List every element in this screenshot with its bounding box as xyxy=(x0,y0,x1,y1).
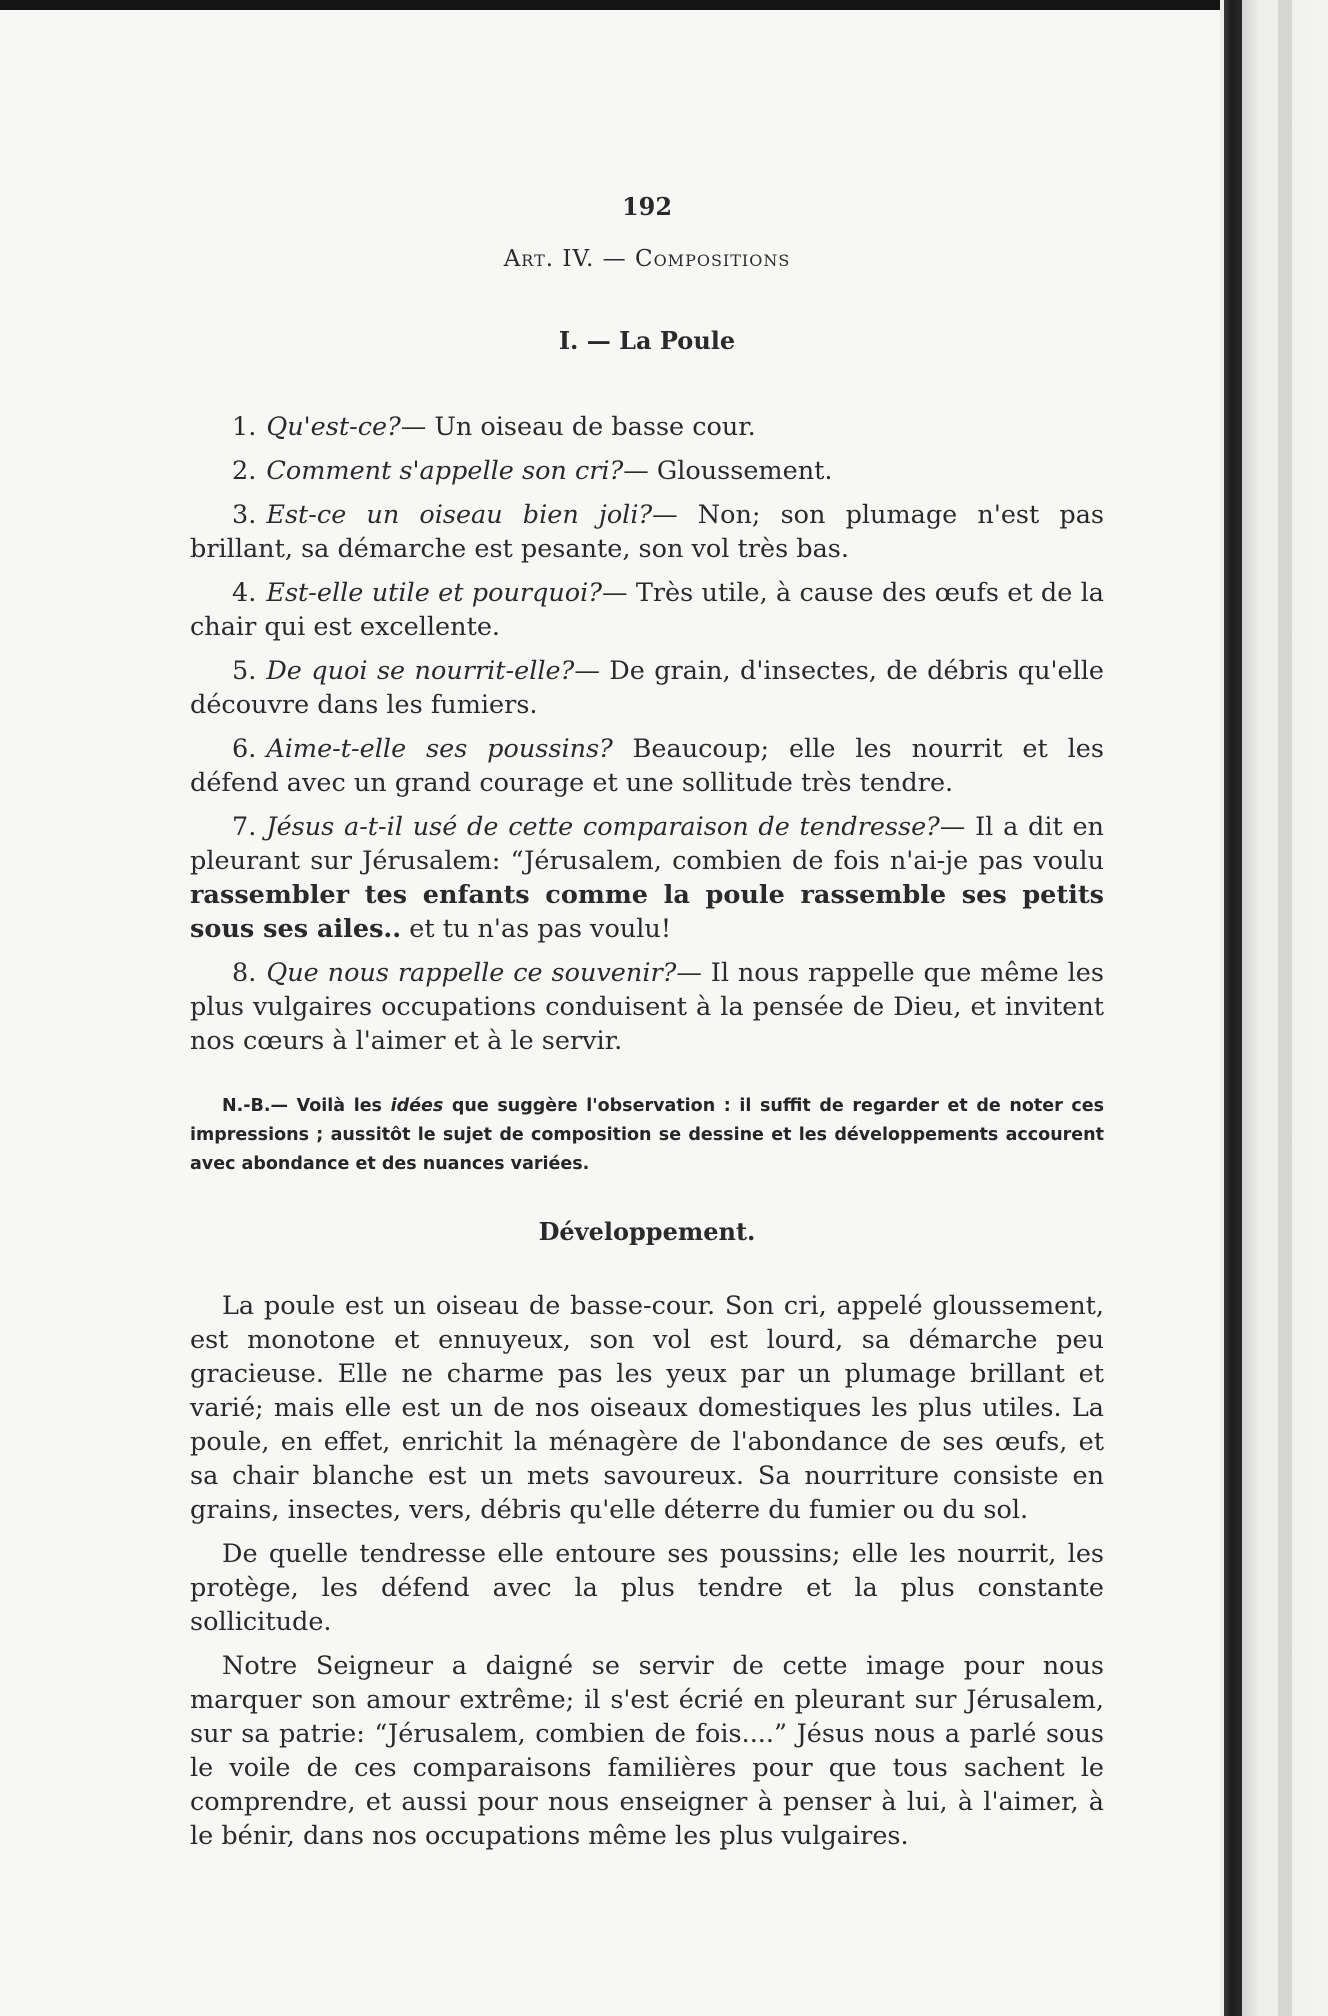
question-number: 2. xyxy=(232,456,257,486)
question-item xyxy=(190,454,1104,488)
development-paragraph: Notre Seigneur a daigné se servir de cette image pour nous marquer son amour extrême; il s'est écrié en pleurant sur Jérusalem, sur sa patrie: “Jérusalem, combien de fois....” Jésus nous a parlé sous le voile de ces comparaisons familières pour que tous sachent le comprendre, et aussi pour nous enseigner à penser à lui, à l'aimer, à le bénir, dans nos occupations même les plus vulgaires. xyxy=(190,1651,1104,1851)
development-paragraph: De quelle tendresse elle entoure ses poussins; elle les nourrit, les protège, les défend avec la plus tendre et la plus constante sollicitude. xyxy=(190,1539,1104,1637)
book-spine-edge xyxy=(1220,0,1328,2016)
book-page xyxy=(190,190,1104,1863)
answer-text: — Très utile, à cause des œufs et de la chair qui est excellente. xyxy=(190,578,1104,642)
note-rest: que suggère l'observation : il suffit de regarder et de noter ces impressions ; aussitôt le sujet de composition se dessine et les développements accourent avec abondance et des nuances variées. xyxy=(190,1096,1104,1174)
answer-text: — Un oiseau de basse cour. xyxy=(400,412,756,442)
article-title: Art. IV. — Compositions xyxy=(503,246,791,272)
question-text: Aime-t-elle ses poussins? xyxy=(266,734,613,764)
question-item xyxy=(190,810,1104,946)
page-edge-stripe xyxy=(1278,0,1292,2016)
note-lead: N.-B.— Voilà les xyxy=(222,1096,391,1116)
question-text: Jésus a-t-il usé de cette comparaison de tendresse? xyxy=(266,812,940,842)
question-number: 7. xyxy=(232,812,257,842)
page-number: 192 xyxy=(621,192,673,221)
note-italic: idées xyxy=(390,1096,444,1116)
question-text: Que nous rappelle ce souvenir? xyxy=(266,958,677,988)
question-item xyxy=(190,732,1104,800)
question-text: Qu'est-ce? xyxy=(266,412,401,442)
question-number: 3. xyxy=(232,500,257,530)
spine-shadow xyxy=(1224,0,1242,2016)
development-paragraph: La poule est un oiseau de basse-cour. Son cri, appelé gloussement, est monotone et ennuyeux, son vol est lourd, sa démarche peu gracieuse. Elle ne charme pas les yeux par un plumage brillant et varié; mais elle est un de nos oiseaux domestiques les plus utiles. La poule, en effet, enrichit la ménagère de l'abondance de ses œufs, et sa chair blanche est un mets savoureux. Sa nourriture consiste en grains, insectes, vers, débris qu'elle déterre du fumier ou du sol. xyxy=(190,1291,1104,1525)
question-item xyxy=(190,498,1104,566)
answer-text: — De grain, d'insectes, de débris qu'elle découvre dans les fumiers. xyxy=(190,656,1104,720)
question-text: Est-elle utile et pourquoi? xyxy=(266,578,602,608)
question-text: Comment s'appelle son cri? xyxy=(266,456,624,486)
question-number: 5. xyxy=(232,656,257,686)
question-number: 1. xyxy=(232,412,257,442)
answer-text: — Non; son plumage n'est pas brillant, sa démarche est pesante, son vol très bas. xyxy=(190,500,1104,564)
question-text: De quoi se nourrit-elle? xyxy=(266,656,575,686)
question-item xyxy=(190,576,1104,644)
answer-text: — Il nous rappelle que même les plus vulgaires occupations conduisent à la pensée de Dieu, et invitent nos cœurs à l'aimer et à le servir. xyxy=(190,958,1104,1056)
nota-bene-note xyxy=(190,1092,1104,1179)
answer-text: — Gloussement. xyxy=(623,456,833,486)
question-list xyxy=(190,410,1104,1058)
question-number: 6. xyxy=(232,734,257,764)
bible-quote-bold: rassembler tes enfants comme la poule rassemble ses petits sous ses ailes.. xyxy=(190,880,1104,944)
question-text: Est-ce un oiseau bien joli? xyxy=(266,500,653,530)
section-title: I. — La Poule xyxy=(558,326,736,355)
question-number: 4. xyxy=(232,578,257,608)
answer-ending: et tu n'as pas voulu! xyxy=(401,914,672,944)
development-title: Développement. xyxy=(538,1217,756,1246)
question-item xyxy=(190,654,1104,722)
question-item xyxy=(190,410,1104,444)
question-number: 8. xyxy=(232,958,257,988)
answer-text: Beaucoup; elle les nourrit et les défend avec un grand courage et une sollitude très tendre. xyxy=(190,734,1104,798)
question-item xyxy=(190,956,1104,1058)
answer-text: — Il a dit en pleurant sur Jérusalem: “Jérusalem, combien de fois n'ai-je pas voulu xyxy=(190,812,1104,876)
